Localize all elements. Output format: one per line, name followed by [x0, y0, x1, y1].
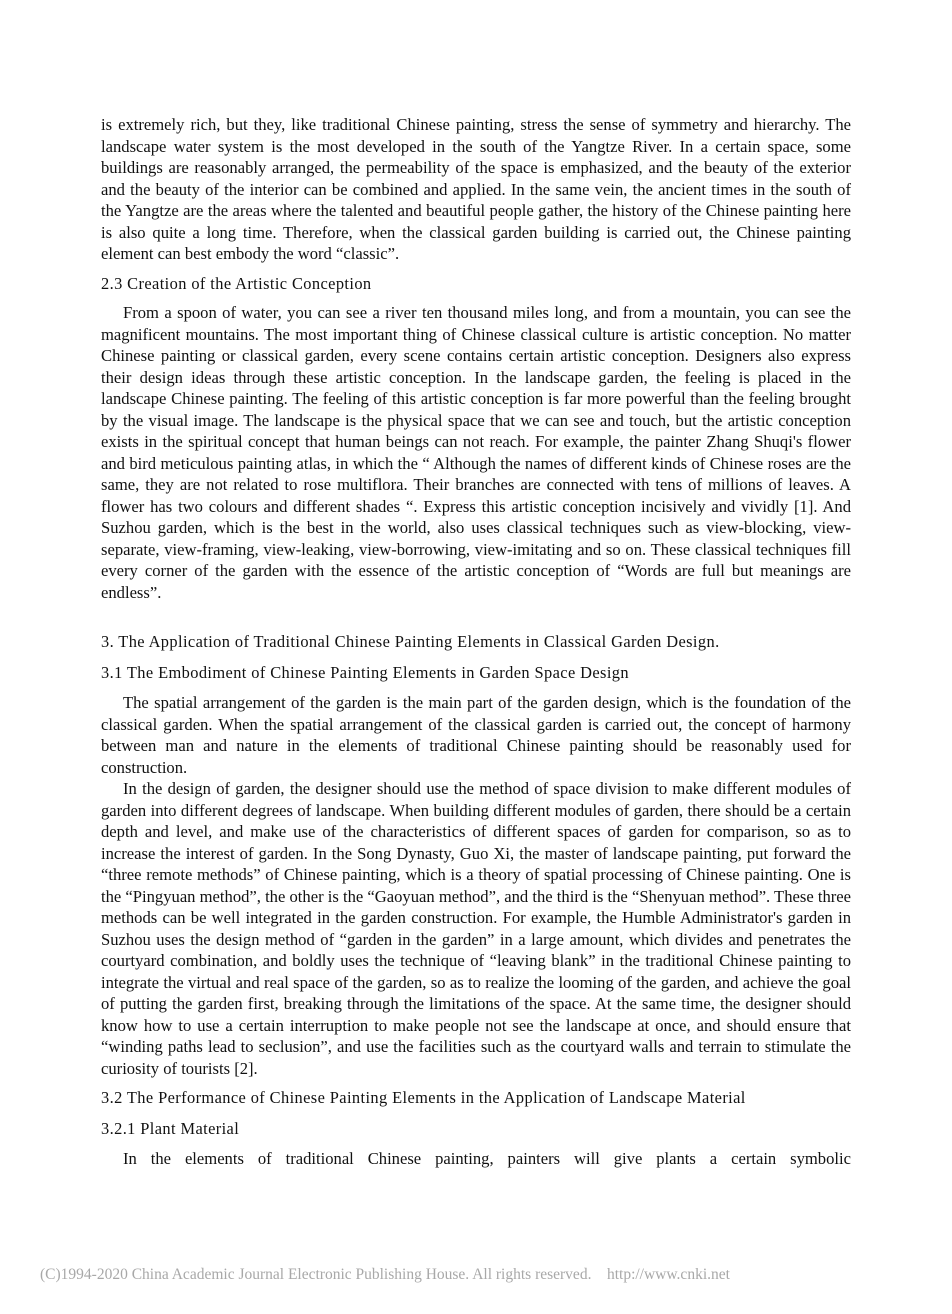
section-heading-3-2: 3.2 The Performance of Chinese Painting Elements in the Application of Landscape Material	[101, 1088, 746, 1107]
cnki-url: http://www.cnki.net	[606, 1266, 730, 1283]
paragraph-continued: is extremely rich, but they, like traditional Chinese painting, stress the sense of symmetry and hierarchy. The landscape water system is the most developed in the south of the Yangtze River. In a certain space, some buildings are reasonably arranged, the permeability of the space is emphasized, and the beauty of the exterior and the beauty of the interior can be combined and applied. In the same vein, the ancient times in the south of the Yangtze are the areas where the talented and beautiful people gather, the history of the Chinese painting here is also quite a long time. Therefore, when the classical garden building is carried out, the Chinese painting element can best embody the word “classic”.	[101, 115, 851, 263]
page-body	[101, 114, 851, 1170]
copyright-footer	[40, 1266, 730, 1284]
paragraph-plant-material: In the elements of traditional Chinese painting, painters will give plants a certain symbolic	[123, 1149, 851, 1168]
copyright-text: (C)1994-2020 China Academic Journal Electronic Publishing House. All rights reserved.	[40, 1266, 592, 1283]
section-heading-2-3: 2.3 Creation of the Artistic Conception	[101, 273, 372, 293]
section-heading-3-1: 3.1 The Embodiment of Chinese Painting Elements in Garden Space Design	[101, 662, 629, 682]
paragraph-space-division: In the design of garden, the designer should use the method of space division to make different modules of garden into different degrees of landscape. When building different modules of garden, there should be a certain depth and level, and make use of the characteristics of different spaces of garden for comparison, so as to increase the interest of garden. In the Song Dynasty, Guo Xi, the master of landscape painting, put forward the “three remote methods” of Chinese painting, which is a theory of spatial processing of Chinese painting. One is the “Pingyuan method”, the other is the “Gaoyuan method”, and the third is the “Shenyuan method”. These three methods can be well integrated in the garden construction. For example, the Humble Administrator's garden in Suzhou uses the design method of “garden in the garden” in a large amount, which divides and penetrates the courtyard combination, and boldly uses the technique of “leaving blank” in the traditional Chinese painting to integrate the virtual and real space of the garden, so as to realize the looming of the garden, and achieve the goal of putting the garden first, breaking through the limitations of the space. At the same time, the designer should know how to use a certain interruption to make people not see the landscape at once, and should ensure that “winding paths lead to seclusion”, and use the facilities such as the courtyard walls and terrain to stimulate the curiosity of tourists [2].	[101, 779, 851, 1078]
paragraph-spatial-arrangement: The spatial arrangement of the garden is the main part of the garden design, which is the foundation of the classical garden. When the spatial arrangement of the classical garden is carried out, the concept of harmony between man and nature in the elements of traditional Chinese painting should be reasonably used for construction.	[101, 693, 851, 777]
paragraph-artistic-conception: From a spoon of water, you can see a river ten thousand miles long, and from a mountain, you can see the magnificent mountains. The most important thing of Chinese classical culture is artistic conception. No matter Chinese painting or classical garden, every scene contains certain artistic conception. Designers also express their design ideas through these artistic conception. In the landscape garden, the feeling is placed in the landscape Chinese painting. The feeling of this artistic conception is far more powerful than the feeling brought by the visual image. The landscape is the physical space that we can see and touch, but the artistic conception exists in the spiritual concept that human beings can not reach. For example, the painter Zhang Shuqi's flower and bird meticulous painting atlas, in which the “ Although the names of different kinds of Chinese roses are the same, they are not related to rose multiflora. Their branches are connected with tens of millions of leaves. A flower has two colours and different shades “. Express this artistic conception incisively and vividly [1]. And Suzhou garden, which is the best in the world, also uses classical techniques such as view-blocking, view-separate, view-framing, view-leaking, view-borrowing, view-imitating and so on. These classical techniques fill every corner of the garden with the essence of the artistic conception of “Words are full but meanings are endless”.	[101, 303, 851, 602]
section-heading-3: 3. The Application of Traditional Chinese Painting Elements in Classical Garden Design.	[101, 632, 720, 651]
section-heading-3-2-1: 3.2.1 Plant Material	[101, 1118, 240, 1138]
